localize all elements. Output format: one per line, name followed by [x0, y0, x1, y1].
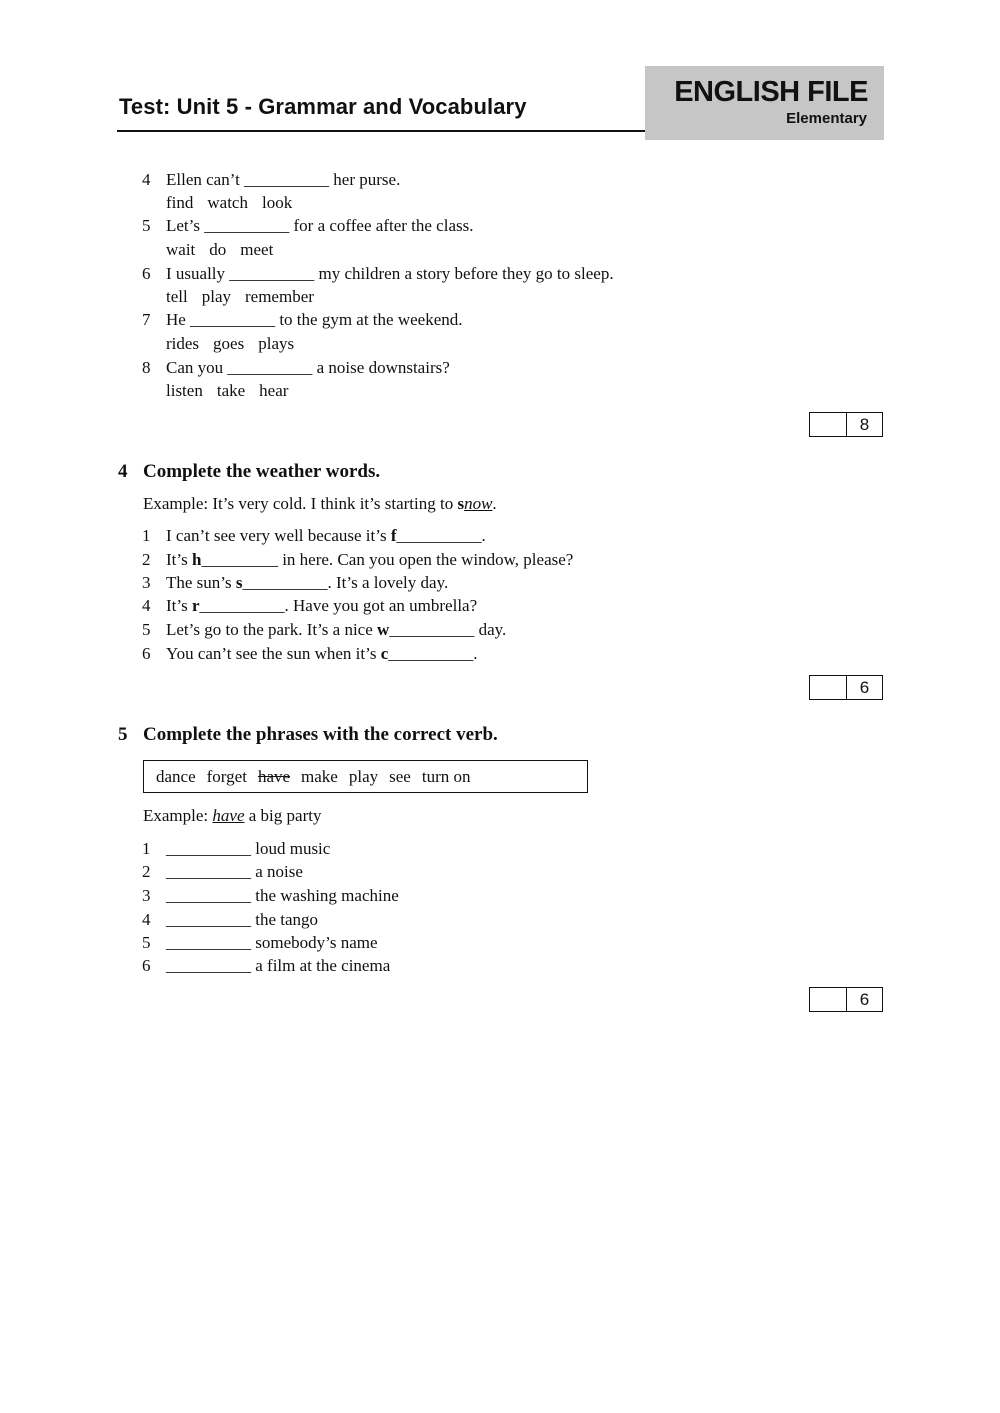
item-number: 7	[142, 310, 151, 329]
brand-name: ENGLISH FILE	[674, 76, 868, 108]
option[interactable]: look	[261, 193, 293, 212]
item-number: 1	[142, 839, 151, 858]
item-number: 8	[142, 358, 151, 377]
phrase-line: __________ a noise	[166, 862, 303, 881]
option[interactable]: find	[166, 193, 194, 212]
page-title: Test: Unit 5 - Grammar and Vocabulary	[119, 94, 527, 119]
score-max: 6	[859, 990, 870, 1009]
item-number: 4	[142, 910, 151, 929]
phrase-line: __________ somebody’s name	[166, 933, 378, 952]
phrase-line: __________ a film at the cinema	[166, 956, 391, 975]
word-option: see	[389, 767, 411, 786]
answer-blank[interactable]: __________	[166, 956, 251, 975]
option[interactable]: plays	[258, 334, 295, 353]
section-number: 5	[118, 724, 128, 745]
word-option: make	[301, 767, 338, 786]
phrase-line: __________ the washing machine	[166, 886, 399, 905]
brand-level: Elementary	[786, 110, 867, 127]
item-number: 5	[142, 933, 151, 952]
option[interactable]: play	[201, 287, 231, 306]
item-number: 4	[142, 170, 151, 189]
item-number: 2	[142, 862, 151, 881]
answer-blank[interactable]: _________	[201, 550, 278, 569]
item-number: 3	[142, 886, 151, 905]
word-box	[143, 760, 588, 793]
score-input[interactable]	[810, 988, 847, 1011]
score-input[interactable]	[810, 676, 847, 699]
score-box-section-4	[809, 675, 883, 700]
score-max: 8	[859, 415, 870, 434]
score-input[interactable]	[810, 413, 847, 436]
item-number: 1	[142, 526, 151, 545]
question-sentence: I can’t see very well because it’s f__________.	[166, 526, 486, 545]
word-option: play	[348, 767, 379, 786]
item-number: 5	[142, 216, 151, 235]
section-title: Complete the weather words.	[143, 461, 381, 482]
answer-blank[interactable]: __________	[389, 620, 475, 639]
question-sentence: It’s r__________. Have you got an umbrella?	[166, 596, 478, 615]
question-sentence: He __________ to the gym at the weekend.	[166, 310, 463, 329]
word-option-used: have	[257, 767, 291, 786]
answer-blank[interactable]: __________	[166, 839, 251, 858]
item-number: 6	[142, 644, 151, 663]
option[interactable]: remember	[245, 287, 314, 306]
section-title: Complete the phrases with the correct verb.	[143, 724, 498, 745]
item-number: 4	[142, 596, 151, 615]
question-sentence: The sun’s s__________. It’s a lovely day.	[166, 573, 449, 592]
question-sentence: Ellen can’t __________ her purse.	[166, 170, 401, 189]
question-sentence: You can’t see the sun when it’s c__________.	[166, 644, 478, 663]
answer-blank[interactable]: __________	[229, 264, 315, 283]
question-sentence: I usually __________ my children a story before they go to sleep.	[166, 264, 614, 283]
phrase-line: __________ loud music	[166, 839, 331, 858]
brand-logo	[645, 66, 884, 140]
question-sentence: It’s h_________ in here. Can you open the window, please?	[166, 550, 574, 569]
example-line: Example: It’s very cold. I think it’s starting to snow.	[143, 494, 497, 513]
answer-blank[interactable]: __________	[166, 886, 251, 905]
answer-blank[interactable]: __________	[204, 216, 290, 235]
header-divider	[117, 130, 646, 132]
word-option: turn on	[421, 767, 471, 786]
item-number: 3	[142, 573, 151, 592]
answer-blank[interactable]: __________	[199, 596, 285, 615]
answer-options	[166, 193, 292, 213]
item-number: 2	[142, 550, 151, 569]
option[interactable]: rides	[166, 334, 200, 353]
answer-blank[interactable]: __________	[388, 644, 474, 663]
item-number: 6	[142, 264, 151, 283]
answer-blank[interactable]: __________	[166, 933, 251, 952]
phrase-line: __________ the tango	[166, 910, 319, 929]
option[interactable]: wait	[166, 240, 196, 259]
question-sentence: Let’s __________ for a coffee after the class.	[166, 216, 474, 235]
item-number: 6	[142, 956, 151, 975]
option[interactable]: goes	[213, 334, 245, 353]
answer-options	[166, 334, 294, 354]
answer-blank[interactable]: __________	[227, 358, 313, 377]
question-sentence: Can you __________ a noise downstairs?	[166, 358, 450, 377]
question-sentence: Let’s go to the park. It’s a nice w__________ day.	[166, 620, 507, 639]
answer-options	[166, 240, 273, 260]
answer-blank[interactable]: __________	[396, 526, 482, 545]
answer-blank[interactable]: __________	[166, 862, 251, 881]
answer-options	[166, 287, 314, 307]
option[interactable]: do	[209, 240, 227, 259]
answer-options	[166, 381, 288, 401]
word-option: dance	[156, 767, 196, 786]
answer-blank[interactable]: __________	[242, 573, 328, 592]
option[interactable]: meet	[240, 240, 274, 259]
option[interactable]: take	[216, 381, 246, 400]
option[interactable]: watch	[207, 193, 248, 212]
word-option: forget	[206, 767, 247, 786]
option[interactable]: hear	[259, 381, 289, 400]
score-box-section-5	[809, 987, 883, 1012]
example-line: Example: have a big party	[143, 806, 322, 825]
answer-blank[interactable]: __________	[166, 910, 251, 929]
item-number: 5	[142, 620, 151, 639]
section-number: 4	[118, 461, 128, 482]
answer-blank[interactable]: __________	[244, 170, 330, 189]
option[interactable]: listen	[166, 381, 203, 400]
answer-blank[interactable]: __________	[190, 310, 276, 329]
score-max: 6	[859, 678, 870, 697]
option[interactable]: tell	[166, 287, 188, 306]
score-box-section-3	[809, 412, 883, 437]
